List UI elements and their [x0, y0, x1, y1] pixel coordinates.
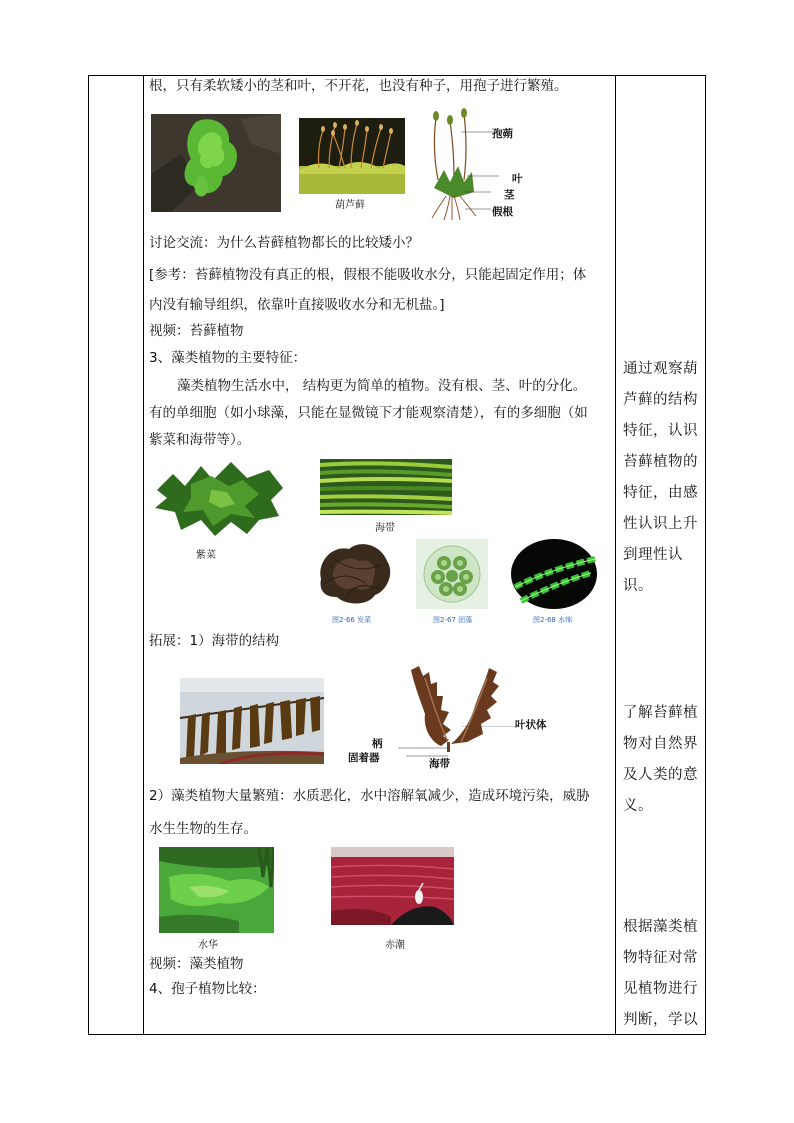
- extend-text-1: 拓展：1）海带的结构: [149, 633, 280, 649]
- stipe-label: 柄: [372, 738, 383, 750]
- kelp-diagram-label: 海带: [429, 758, 450, 770]
- volvox-photo: [416, 539, 488, 609]
- kelp-label-lines: [392, 726, 522, 762]
- figure-2-66-caption: 图2-66 发菜: [332, 616, 372, 624]
- section-3-heading: 3、藻类植物的主要特征：: [149, 350, 307, 366]
- reference-text-1: [参考：苔藓植物没有真正的根，假根不能吸收水分，只能起固定作用；体: [149, 267, 587, 283]
- kelp-photo: [320, 459, 452, 515]
- section-4-heading: 4、孢子植物比较：: [149, 981, 266, 997]
- spirogyra-photo: [511, 539, 597, 609]
- holdfast-label: 固着器: [348, 752, 380, 764]
- rhizoid-label: 假根: [492, 206, 513, 218]
- figure-2-68-caption: 图2-68 水绵: [533, 616, 573, 624]
- hulu-moss-photo: [299, 118, 405, 194]
- blade-label: 叶状体: [515, 719, 547, 731]
- water-bloom-caption: 水华: [198, 940, 218, 951]
- extend-text-2b: 水生生物的生存。: [149, 821, 257, 837]
- figure-2-67-caption: 图2-67 团藻: [433, 616, 473, 624]
- reference-text-2: 内没有输导组织，依靠叶直接吸收水分和无机盐。]: [149, 297, 445, 313]
- kelp-farming-photo: [180, 678, 324, 764]
- video-moss-text: 视频：苔藓植物: [149, 323, 244, 339]
- extend-text-2a: 2）藻类植物大量繁殖：水质恶化，水中溶解氧减少，造成环境污染，威胁: [149, 788, 590, 804]
- discussion-text: 讨论交流：为什么苔藓植物都长的比较矮小？: [149, 235, 419, 251]
- red-tide-caption: 赤潮: [385, 940, 405, 951]
- teaching-note-2: 了解苔藓植物对自然界及人类的意义。: [623, 705, 698, 814]
- moss-caption: 葫芦藓: [335, 200, 365, 211]
- column-divider-right: [615, 76, 616, 1034]
- leaf-label: 叶: [512, 173, 523, 185]
- red-tide-photo: [331, 847, 454, 925]
- algae-text-2: 有的单细胞（如小球藻，只能在显微镜下才能观察清楚），有的多细胞（如: [149, 405, 588, 421]
- body-text-line: 根，只有柔软矮小的茎和叶，不开花，也没有种子，用孢子进行繁殖。: [149, 78, 568, 94]
- teaching-note-1: 通过观察葫芦藓的结构特征，认识苔藓植物的特征，由感性认识上升到理性认识。: [623, 361, 698, 594]
- teaching-note-3: 根据藻类植物特征对常见植物进行判断，学以: [623, 919, 698, 1028]
- water-bloom-photo: [159, 847, 274, 933]
- moss-on-rock-photo: [151, 114, 281, 212]
- capsule-label: 孢蒴: [492, 128, 513, 140]
- laver-photo: [151, 460, 287, 538]
- laver-caption: 紫菜: [196, 550, 216, 561]
- algae-text-3: 紫菜和海带等）。: [149, 432, 251, 448]
- lesson-table: [88, 75, 706, 1035]
- moss-label-lines: [459, 116, 499, 216]
- column-divider-left: [143, 76, 144, 1034]
- video-algae-text: 视频：藻类植物: [149, 956, 244, 972]
- facai-photo: [315, 539, 395, 609]
- stem-label: 茎: [504, 189, 515, 201]
- kelp-caption: 海带: [375, 523, 395, 534]
- algae-text-1: 藻类植物生活水中， 结构更为简单的植物。没有根、茎、叶的分化。: [177, 378, 587, 394]
